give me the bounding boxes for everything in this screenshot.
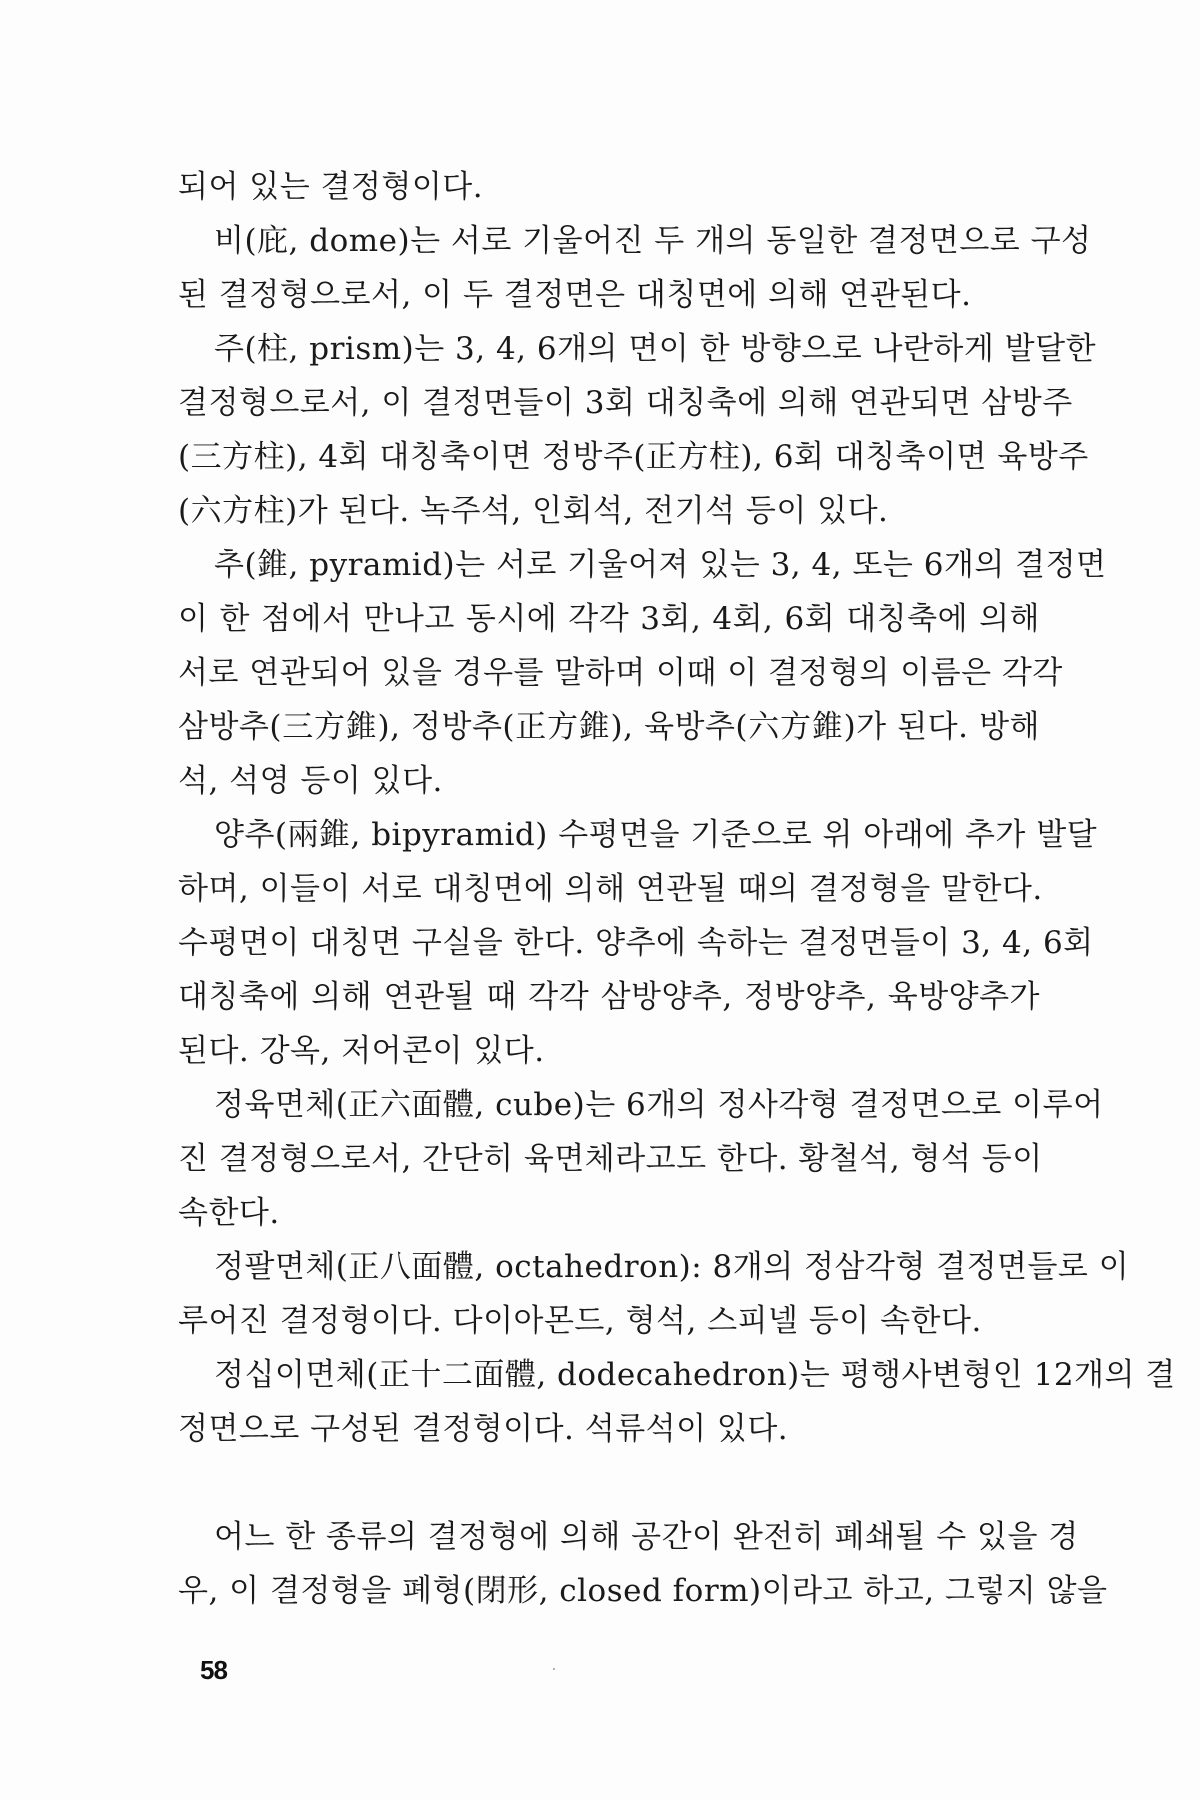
paragraphs-main	[178, 160, 1176, 1456]
text-line: 정십이면체(正十二面體, dodecahedron)는 평행사변형인 12개의 결	[214, 1357, 1176, 1393]
text-line: 하며, 이들이 서로 대칭면에 의해 연관될 때의 결정형을 말한다.	[178, 871, 1043, 907]
text-line: 루어진 결정형이다. 다이아몬드, 형석, 스피넬 등이 속한다.	[178, 1303, 982, 1339]
paragraphs-closing	[178, 1510, 1108, 1618]
text-line: 서로 연관되어 있을 경우를 말하며 이때 이 결정형의 이름은 각각	[178, 655, 1063, 691]
text-line: 수평면이 대칭면 구실을 한다. 양추에 속하는 결정면들이 3, 4, 6회	[178, 925, 1094, 961]
text-line: 양추(兩錐, bipyramid) 수평면을 기준으로 위 아래에 추가 발달	[214, 817, 1098, 853]
text-line: 대칭축에 의해 연관될 때 각각 삼방양추, 정방양추, 육방양추가	[178, 979, 1040, 1015]
text-line: (三方柱), 4회 대칭축이면 정방주(正方柱), 6회 대칭축이면 육방주	[178, 439, 1089, 475]
print-speck	[553, 1668, 555, 1670]
text-line: 석, 석영 등이 있다.	[178, 763, 443, 799]
text-line: 된다. 강옥, 저어콘이 있다.	[178, 1033, 545, 1069]
text-line: 어느 한 종류의 결정형에 의해 공간이 완전히 폐쇄될 수 있을 경	[214, 1519, 1079, 1555]
section-gap	[178, 1456, 1040, 1510]
text-line: 이 한 점에서 만나고 동시에 각각 3회, 4회, 6회 대칭축에 의해	[178, 601, 1040, 637]
text-line: 진 결정형으로서, 간단히 육면체라고도 한다. 황철석, 형석 등이	[178, 1141, 1043, 1177]
body-text	[178, 160, 1176, 1618]
text-line: 정면으로 구성된 결정형이다. 석류석이 있다.	[178, 1411, 789, 1447]
page-number: 58	[200, 1655, 227, 1685]
text-line: 정팔면체(正八面體, octahedron): 8개의 정삼각형 결정면들로 이	[214, 1249, 1130, 1285]
text-line: 된 결정형으로서, 이 두 결정면은 대칭면에 의해 연관된다.	[178, 277, 972, 313]
text-line: 삼방추(三方錐), 정방추(正方錐), 육방추(六方錐)가 된다. 방해	[178, 709, 1040, 745]
text-line: 비(庇, dome)는 서로 기울어진 두 개의 동일한 결정면으로 구성	[214, 223, 1092, 259]
text-line: 정육면체(正六面體, cube)는 6개의 정사각형 결정면으로 이루어	[214, 1087, 1104, 1123]
text-line: 되어 있는 결정형이다.	[178, 169, 484, 205]
text-line: 주(柱, prism)는 3, 4, 6개의 면이 한 방향으로 나란하게 발달한	[214, 331, 1097, 367]
text-line: 속한다.	[178, 1195, 280, 1231]
text-line: 우, 이 결정형을 폐형(閉形, closed form)이라고 하고, 그렇지 않을	[178, 1573, 1108, 1609]
text-line: 결정형으로서, 이 결정면들이 3회 대칭축에 의해 연관되면 삼방주	[178, 385, 1073, 421]
text-line: 추(錐, pyramid)는 서로 기울어져 있는 3, 4, 또는 6개의 결정면	[214, 547, 1107, 583]
text-line: (六方柱)가 된다. 녹주석, 인회석, 전기석 등이 있다.	[178, 493, 889, 529]
